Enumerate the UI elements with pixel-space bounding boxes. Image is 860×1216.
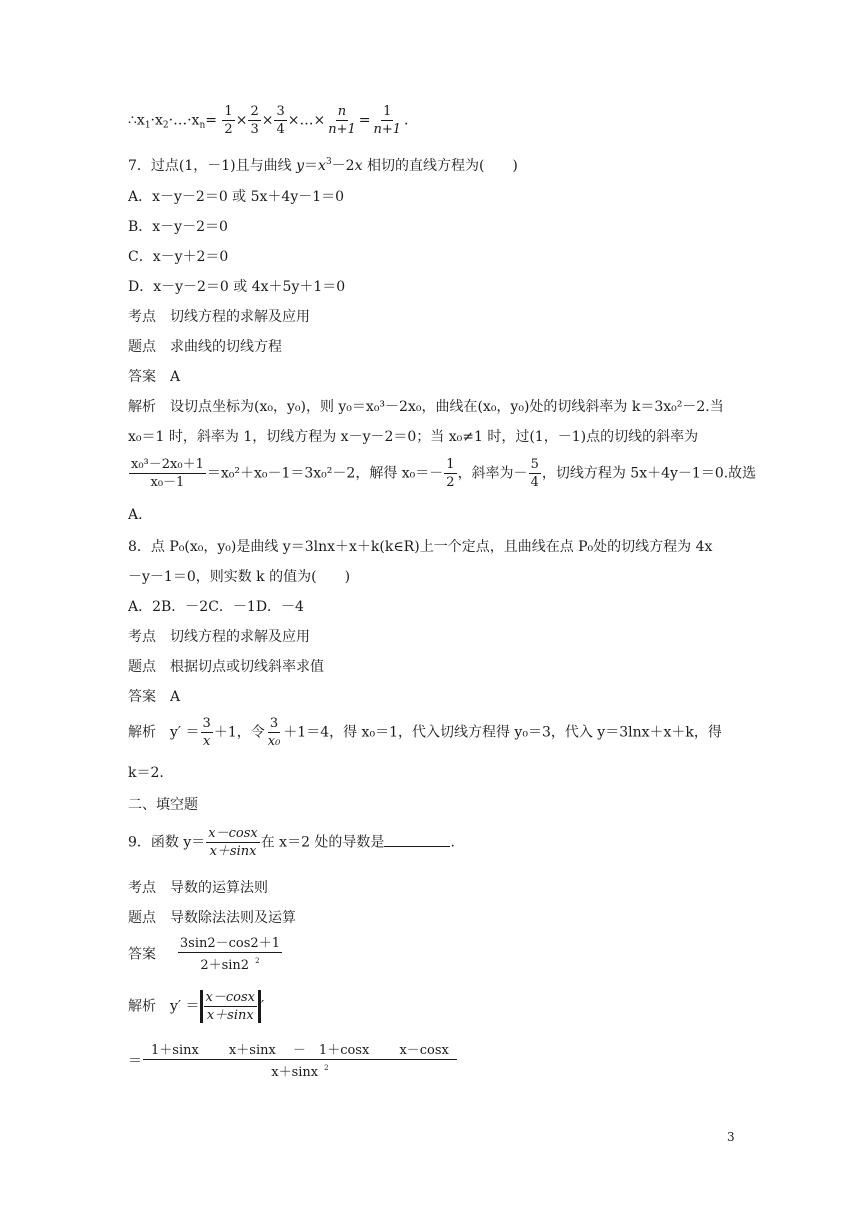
q7-kaodian: 考点 切线方程的求解及应用 xyxy=(128,309,310,325)
num: 1 xyxy=(224,104,233,119)
q7-analysis-4: A. xyxy=(128,507,143,523)
num: 3sin2－cos2＋1 xyxy=(179,936,280,951)
text: ＝ xyxy=(128,1053,142,1070)
product-line xyxy=(128,104,408,137)
q8-tidian: 题点 根据切点或切线斜率求值 xyxy=(128,659,324,675)
text: ＋1＝4，得 x₀＝1，代入切线方程得 y₀＝3，代入 y＝3lnx＋x＋k，得 xyxy=(283,724,722,741)
bracket xyxy=(200,990,261,1023)
q8-stem-1: 8．点 P₀(x₀，y₀)是曲线 y＝3lnx＋x＋k(k∈R)上一个定点，且曲线在点 P₀处的切线方程为 4x xyxy=(128,539,713,555)
den: 4 xyxy=(530,475,539,490)
den: 2 xyxy=(224,122,233,137)
fraction xyxy=(204,990,257,1023)
page-number: 3 xyxy=(727,1130,735,1144)
answer-blank xyxy=(384,834,450,847)
text: x＋sinx xyxy=(271,1065,319,1080)
text: 解析 y′ ＝ xyxy=(128,724,200,741)
power: 2 xyxy=(324,1064,329,1072)
q7-option-d: D．x－y－2＝0 或 4x＋5y＋1＝0 xyxy=(128,279,346,295)
den: x＋sinx xyxy=(209,844,257,859)
fraction xyxy=(248,104,260,137)
q8-analysis-2: k＝2. xyxy=(128,765,164,781)
text: × xyxy=(235,112,248,129)
text: ＋1，令 xyxy=(213,724,265,741)
fraction xyxy=(326,104,358,137)
num: 3 xyxy=(269,716,279,731)
fraction xyxy=(529,457,541,490)
power: 2 xyxy=(255,957,260,965)
fraction xyxy=(129,457,206,490)
den: 2 xyxy=(446,475,455,490)
q7-tidian: 题点 求曲线的切线方程 xyxy=(128,339,282,355)
num: n xyxy=(337,104,347,119)
text: ∴x xyxy=(128,112,145,129)
text: ，切线方程为 5x＋4y－1＝0.故选 xyxy=(541,465,757,482)
den xyxy=(269,1060,330,1080)
sub: 1 xyxy=(144,120,151,131)
num: 1 xyxy=(446,457,455,472)
num: 1＋sinx x＋sinx － 1＋cosx x－cosx xyxy=(143,1043,457,1060)
text: . xyxy=(450,834,455,851)
q7-analysis-2: x₀＝1 时，斜率为 1，切线方程为 x－y－2＝0；当 x₀≠1 时，过(1，－1)点的切线的斜率为 xyxy=(128,429,699,445)
q9-tidian: 题点 导数除法法则及运算 xyxy=(128,910,296,926)
fraction xyxy=(266,716,283,749)
text: ＝x₀²＋x₀－1＝3x₀²－2，解得 x₀＝－ xyxy=(206,465,444,482)
den: x xyxy=(203,734,211,749)
fraction xyxy=(143,1043,457,1080)
q7-stem xyxy=(128,157,518,175)
q9-kaodian: 考点 导数的运算法则 xyxy=(128,880,268,896)
text: . xyxy=(404,112,409,129)
fraction xyxy=(274,104,286,137)
text: 解析 y′ ＝ xyxy=(128,998,200,1015)
num: 5 xyxy=(530,457,539,472)
num: 3 xyxy=(276,104,285,119)
den: n+1 xyxy=(373,122,402,137)
num: 3 xyxy=(202,716,211,731)
section-title: 二、填空题 xyxy=(128,797,198,813)
fraction xyxy=(444,457,456,490)
den: n+1 xyxy=(328,122,356,137)
text: 2＋sin2 xyxy=(200,958,250,973)
text: ′ xyxy=(261,998,265,1015)
fraction xyxy=(222,104,234,137)
text: y xyxy=(296,158,305,174)
q7-analysis-1: 解析 设切点坐标为(x₀，y₀)，则 y₀＝x₀³－2x₀，曲线在(x₀，y₀)处的切线斜率为 k＝3x₀²－2.当 xyxy=(128,399,724,415)
num: x－cosx xyxy=(205,990,255,1005)
den: 3 xyxy=(250,122,259,137)
text: ·x xyxy=(150,112,163,129)
text: 9．函数 y＝ xyxy=(128,834,206,851)
sub: n xyxy=(199,120,206,131)
text: 在 x＝2 处的导数是 xyxy=(260,834,385,851)
sup: 3 xyxy=(325,157,332,167)
text: －2 xyxy=(331,158,355,174)
text: = xyxy=(358,112,371,129)
q7-analysis-3 xyxy=(128,457,756,490)
q8-kaodian: 考点 切线方程的求解及应用 xyxy=(128,629,310,645)
q9-stem xyxy=(128,826,455,859)
text: x xyxy=(318,158,326,174)
q8-answer: 答案 A xyxy=(128,689,181,705)
sub: 2 xyxy=(162,120,169,131)
q7-option-a: A．x－y－2＝0 或 5x＋4y－1＝0 xyxy=(128,189,345,205)
text: ×…× xyxy=(287,112,326,129)
den: x₀－1 xyxy=(150,475,185,490)
num: x－cosx xyxy=(208,826,258,841)
q7-option-b: B．x－y－2＝0 xyxy=(128,219,228,235)
q8-stem-2: －y－1＝0，则实数 k 的值为( ) xyxy=(128,569,351,585)
q9-analysis-2 xyxy=(128,1043,458,1080)
den: x₀ xyxy=(267,734,281,749)
fraction xyxy=(201,716,213,749)
num: 1 xyxy=(383,104,392,119)
den: x＋sinx xyxy=(206,1008,254,1023)
text: ，斜率为－ xyxy=(457,465,528,482)
text: x xyxy=(354,158,363,174)
text: = xyxy=(205,112,217,129)
text: 相切的直线方程为( ) xyxy=(362,158,518,174)
num: x₀³－2x₀＋1 xyxy=(131,457,204,472)
text: × xyxy=(261,112,274,129)
q7-option-c: C．x－y＋2＝0 xyxy=(128,249,229,265)
fraction xyxy=(206,826,259,859)
den xyxy=(198,953,261,973)
fraction xyxy=(178,936,282,973)
q7-answer: 答案 A xyxy=(128,369,181,385)
fraction xyxy=(371,104,403,137)
q8-analysis-1 xyxy=(128,716,722,749)
text: ·…·x xyxy=(168,112,200,129)
num: 2 xyxy=(250,104,259,119)
q9-answer xyxy=(128,936,283,973)
q9-analysis-1 xyxy=(128,990,264,1023)
den: 4 xyxy=(276,122,285,137)
text: 答案 xyxy=(128,946,156,963)
q8-options: A．2B．－2C．－1D．－4 xyxy=(128,599,304,615)
text: ＝ xyxy=(304,158,319,174)
text: 7．过点(1，－1)且与曲线 xyxy=(128,158,297,174)
